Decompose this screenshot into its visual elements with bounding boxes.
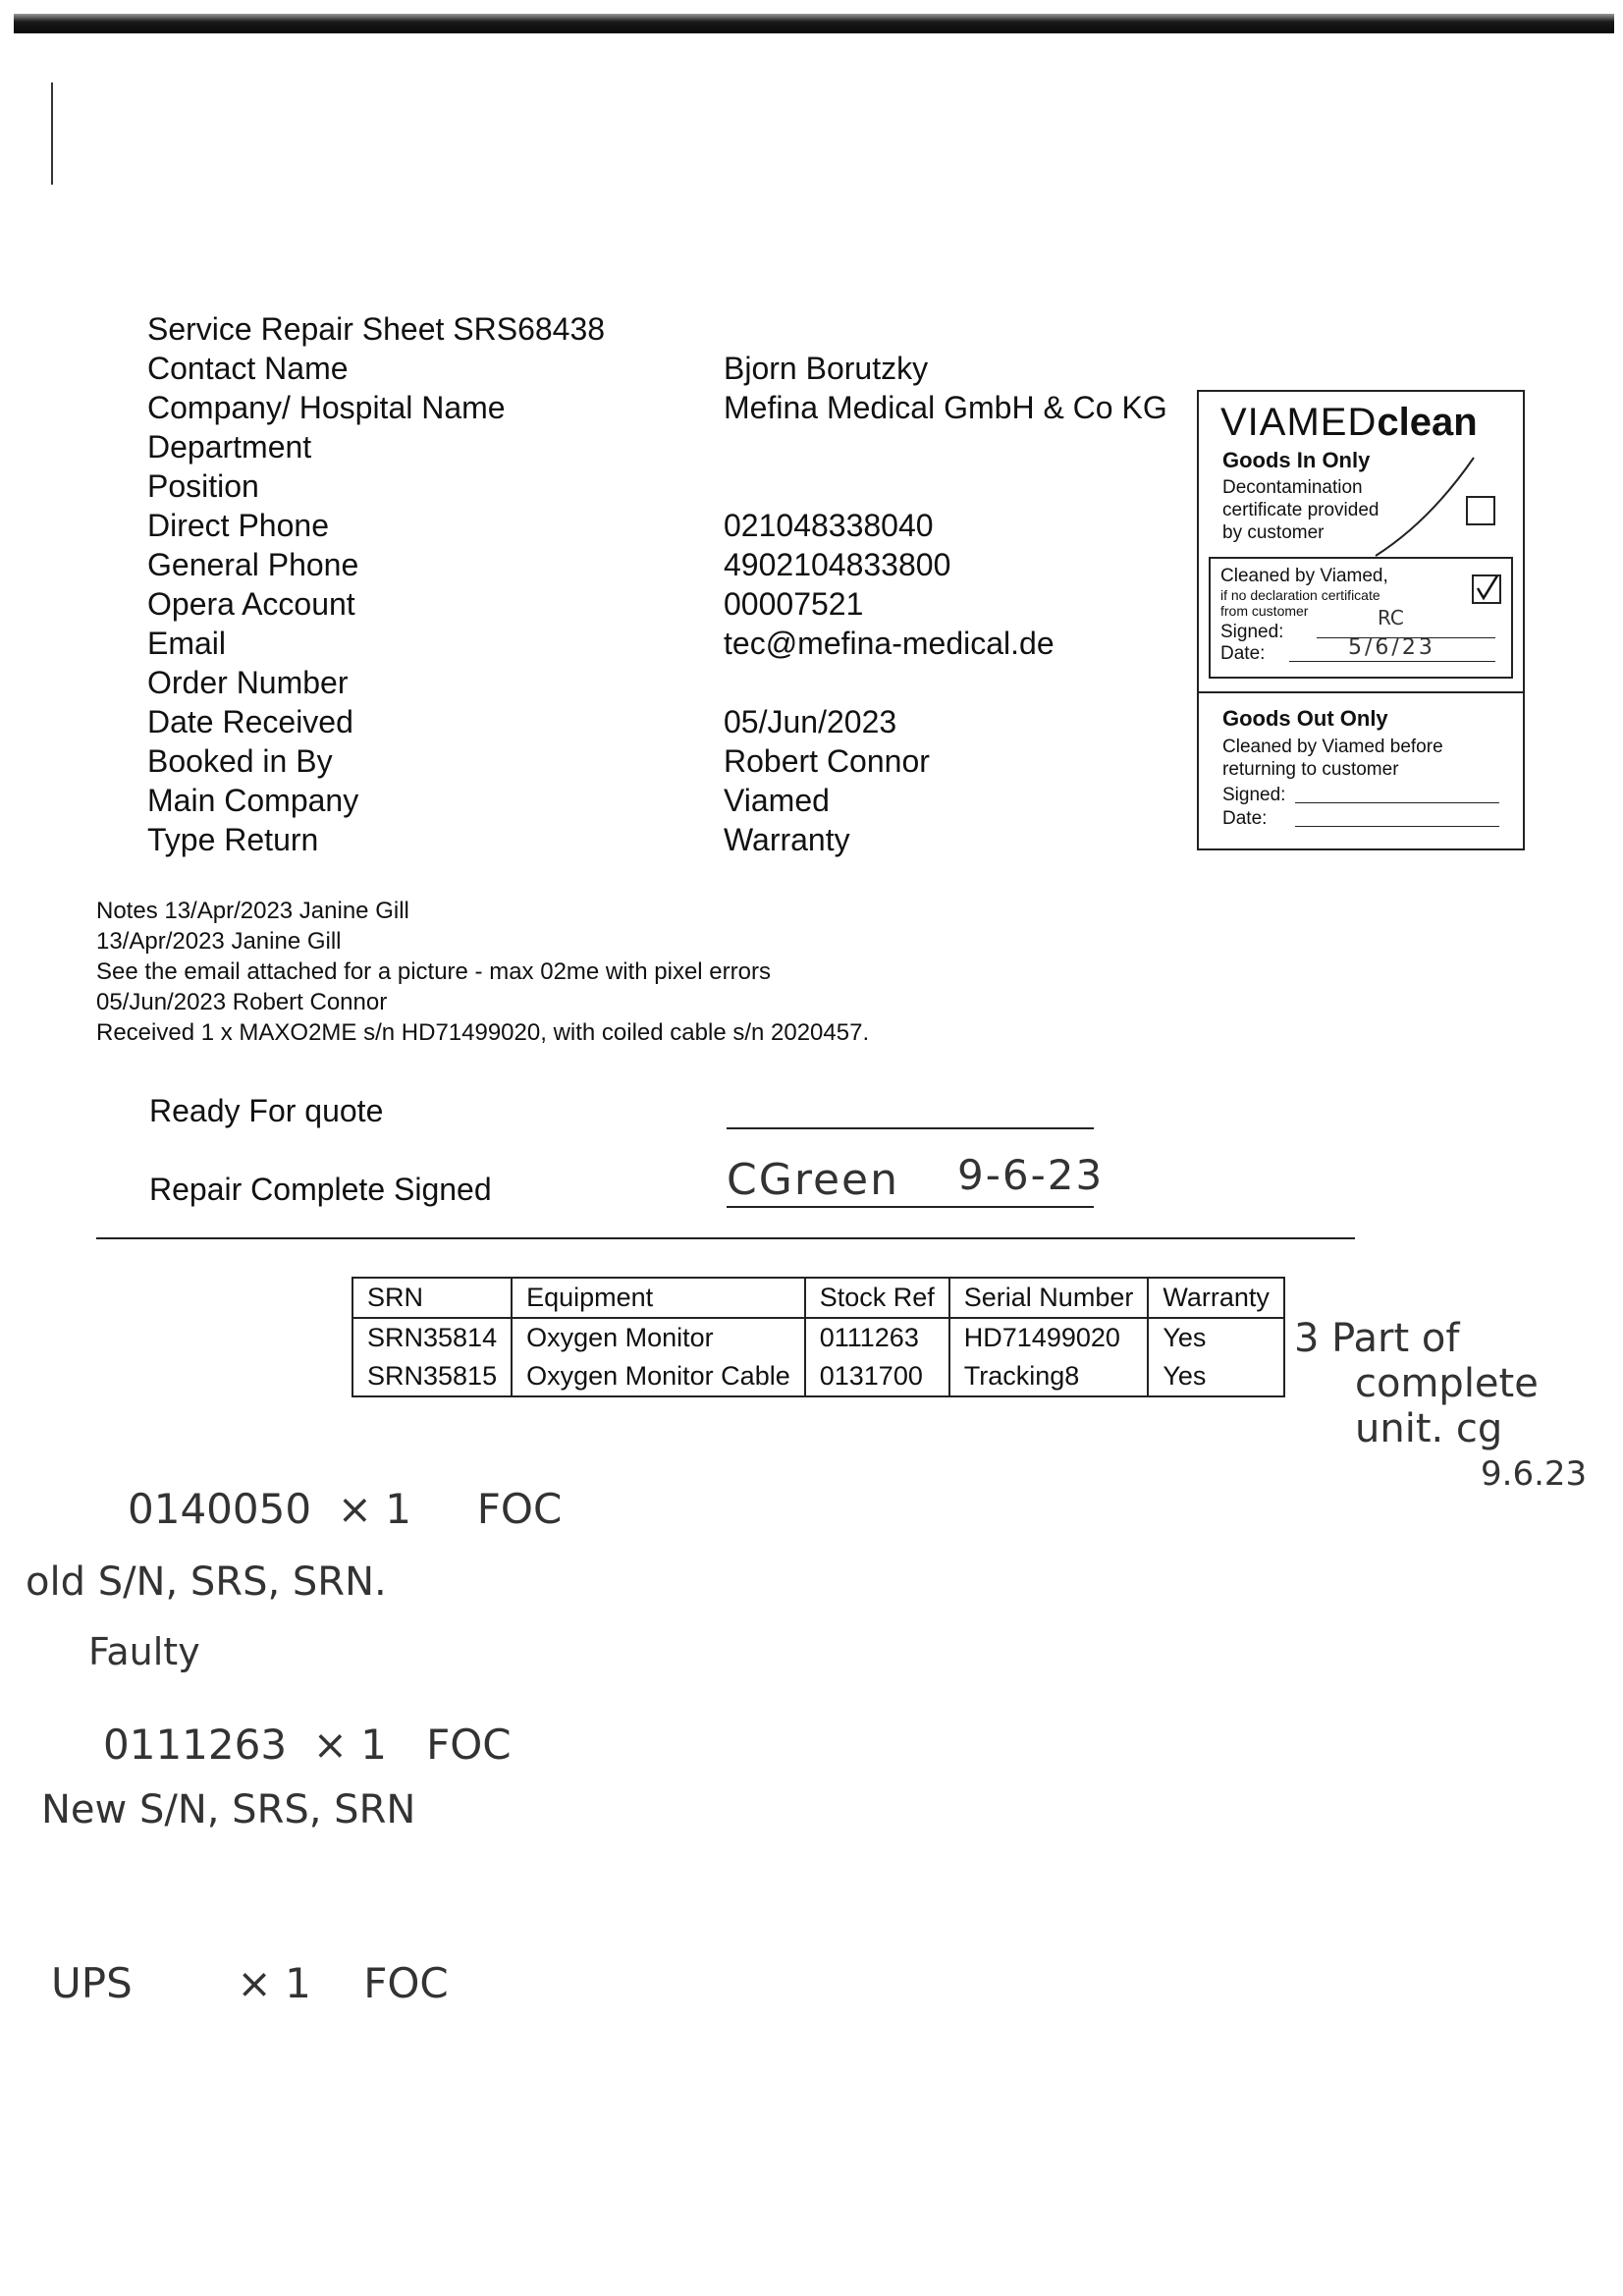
goods-out-text: [1222, 736, 1443, 781]
check-mark-icon: [1474, 576, 1499, 602]
field-label: Type Return: [147, 822, 319, 857]
field-label: Position: [147, 468, 259, 504]
note-line: 13/Apr/2023 Janine Gill: [96, 928, 342, 955]
table-cell: Oxygen Monitor Cable: [512, 1357, 805, 1396]
goods-in-line: by customer: [1222, 522, 1325, 543]
table-cell: Yes: [1148, 1357, 1284, 1396]
cleaned-signed-initials: RC: [1378, 606, 1404, 629]
cleaned-title: Cleaned by Viamed,: [1220, 566, 1388, 586]
handwritten-line: Faulty: [88, 1630, 200, 1673]
handwritten-line: old S/N, SRS, SRN.: [26, 1559, 387, 1605]
goods-out-line: returning to customer: [1222, 759, 1399, 780]
goods-out-date-label: Date:: [1222, 808, 1268, 829]
field-values: [724, 349, 1167, 859]
side-note-line: 3 Part of: [1294, 1316, 1460, 1361]
table-header: SRN: [352, 1278, 512, 1318]
goods-out-signed-line: [1295, 802, 1499, 803]
goods-in-line: certificate provided: [1222, 500, 1380, 520]
page-title: Service Repair Sheet SRS68438: [147, 311, 606, 347]
viamed-brand-bold: clean: [1377, 401, 1478, 444]
cleaned-by-viamed-box: [1209, 557, 1513, 679]
date-line: [1289, 661, 1495, 662]
field-label: General Phone: [147, 547, 359, 582]
table-cell: Tracking8: [949, 1357, 1149, 1396]
field-label: Order Number: [147, 665, 349, 700]
handwritten-line: 0140050 × 1 FOC: [128, 1485, 563, 1533]
goods-out-title: Goods Out Only: [1222, 706, 1388, 731]
note-line: Received 1 x MAXO2ME s/n HD71499020, with coiled cable s/n 2020457.: [96, 1019, 870, 1046]
side-note-line: unit. cg: [1355, 1406, 1503, 1451]
goods-out-line: Cleaned by Viamed before: [1222, 737, 1443, 757]
note-line: See the email attached for a picture - max 02me with pixel errors: [96, 958, 771, 985]
goods-in-title: Goods In Only: [1222, 448, 1371, 472]
table-cell: 0131700: [805, 1357, 949, 1396]
field-value: Warranty: [724, 822, 850, 857]
viamed-logo: [1220, 398, 1478, 447]
viamed-brand-light: VIAMED: [1220, 401, 1378, 444]
section-rule: [96, 1237, 1355, 1239]
field-value: Robert Connor: [724, 743, 930, 779]
note-line: Notes 13/Apr/2023 Janine Gill: [96, 898, 409, 924]
repair-signature-date: 9-6-23: [957, 1151, 1105, 1199]
field-label: Email: [147, 626, 227, 661]
field-label: Booked in By: [147, 743, 333, 779]
field-value: Viamed: [724, 783, 830, 818]
cleaned-sub-line: if no declaration certificate: [1220, 587, 1380, 603]
repair-signature: CGreen: [727, 1155, 899, 1205]
notes-block: [96, 896, 869, 1048]
handwritten-side-note: [1294, 1316, 1587, 1497]
cleaned-sub: [1220, 587, 1380, 619]
field-value: 021048338040: [724, 508, 934, 543]
diagonal-pen-stroke: [1371, 453, 1479, 561]
side-note-line: complete: [1355, 1361, 1539, 1406]
field-value: 05/Jun/2023: [724, 704, 897, 739]
ready-for-quote-label: Ready For quote: [149, 1093, 384, 1128]
field-label: Main Company: [147, 783, 359, 818]
field-label: Department: [147, 429, 312, 465]
field-label: Direct Phone: [147, 508, 329, 543]
table-cell: HD71499020: [949, 1318, 1149, 1357]
field-label: Date Received: [147, 704, 353, 739]
table-header: Serial Number: [949, 1278, 1149, 1318]
field-value: 4902104833800: [724, 547, 951, 582]
table-cell: Oxygen Monitor: [512, 1318, 805, 1357]
box-divider: [1199, 691, 1523, 693]
field-value: tec@mefina-medical.de: [724, 626, 1055, 661]
cleaned-checkbox[interactable]: [1472, 574, 1501, 604]
field-value: 00007521: [724, 586, 864, 622]
goods-in-text: [1222, 476, 1379, 544]
table-row: [352, 1318, 1284, 1357]
field-value: [724, 427, 1167, 466]
repair-complete-label: Repair Complete Signed: [149, 1172, 492, 1207]
goods-out-date-line: [1295, 826, 1499, 827]
note-line: 05/Jun/2023 Robert Connor: [96, 989, 388, 1015]
table-cell: SRN35815: [352, 1357, 512, 1396]
field-value: Mefina Medical GmbH & Co KG: [724, 390, 1167, 425]
handwritten-line: UPS × 1 FOC: [51, 1959, 449, 2007]
equipment-table: [352, 1277, 1285, 1397]
side-note-line: 9.6.23: [1481, 1454, 1588, 1494]
table-header: Warranty: [1148, 1278, 1284, 1318]
table-cell: Yes: [1148, 1318, 1284, 1357]
field-label: Company/ Hospital Name: [147, 390, 506, 425]
ready-for-quote-line: [727, 1127, 1094, 1129]
cleaned-date-value: 5/6/23: [1348, 635, 1435, 660]
cleaned-signed-label: Signed:: [1220, 622, 1284, 642]
table-row: [352, 1357, 1284, 1396]
goods-in-line: Decontamination: [1222, 477, 1363, 498]
table-header-row: [352, 1278, 1284, 1318]
field-value: [724, 663, 1167, 702]
repair-complete-line: [727, 1206, 1094, 1208]
field-labels: [147, 349, 506, 859]
field-value: Bjorn Borutzky: [724, 351, 929, 386]
field-label: Contact Name: [147, 351, 349, 386]
scan-top-edge: [14, 14, 1614, 33]
table-cell: SRN35814: [352, 1318, 512, 1357]
table-cell: 0111263: [805, 1318, 949, 1357]
field-value: [724, 466, 1167, 506]
handwritten-line: New S/N, SRS, SRN: [41, 1787, 416, 1832]
scan-edge-mark: [51, 82, 53, 185]
goods-out-signed-label: Signed:: [1222, 785, 1286, 805]
cleaned-sub-line: from customer: [1220, 603, 1309, 619]
table-header: Equipment: [512, 1278, 805, 1318]
cleaned-date-label: Date:: [1220, 643, 1266, 664]
field-label: Opera Account: [147, 586, 355, 622]
viamed-clean-box: [1197, 390, 1525, 850]
handwritten-line: 0111263 × 1 FOC: [103, 1721, 512, 1769]
table-header: Stock Ref: [805, 1278, 949, 1318]
